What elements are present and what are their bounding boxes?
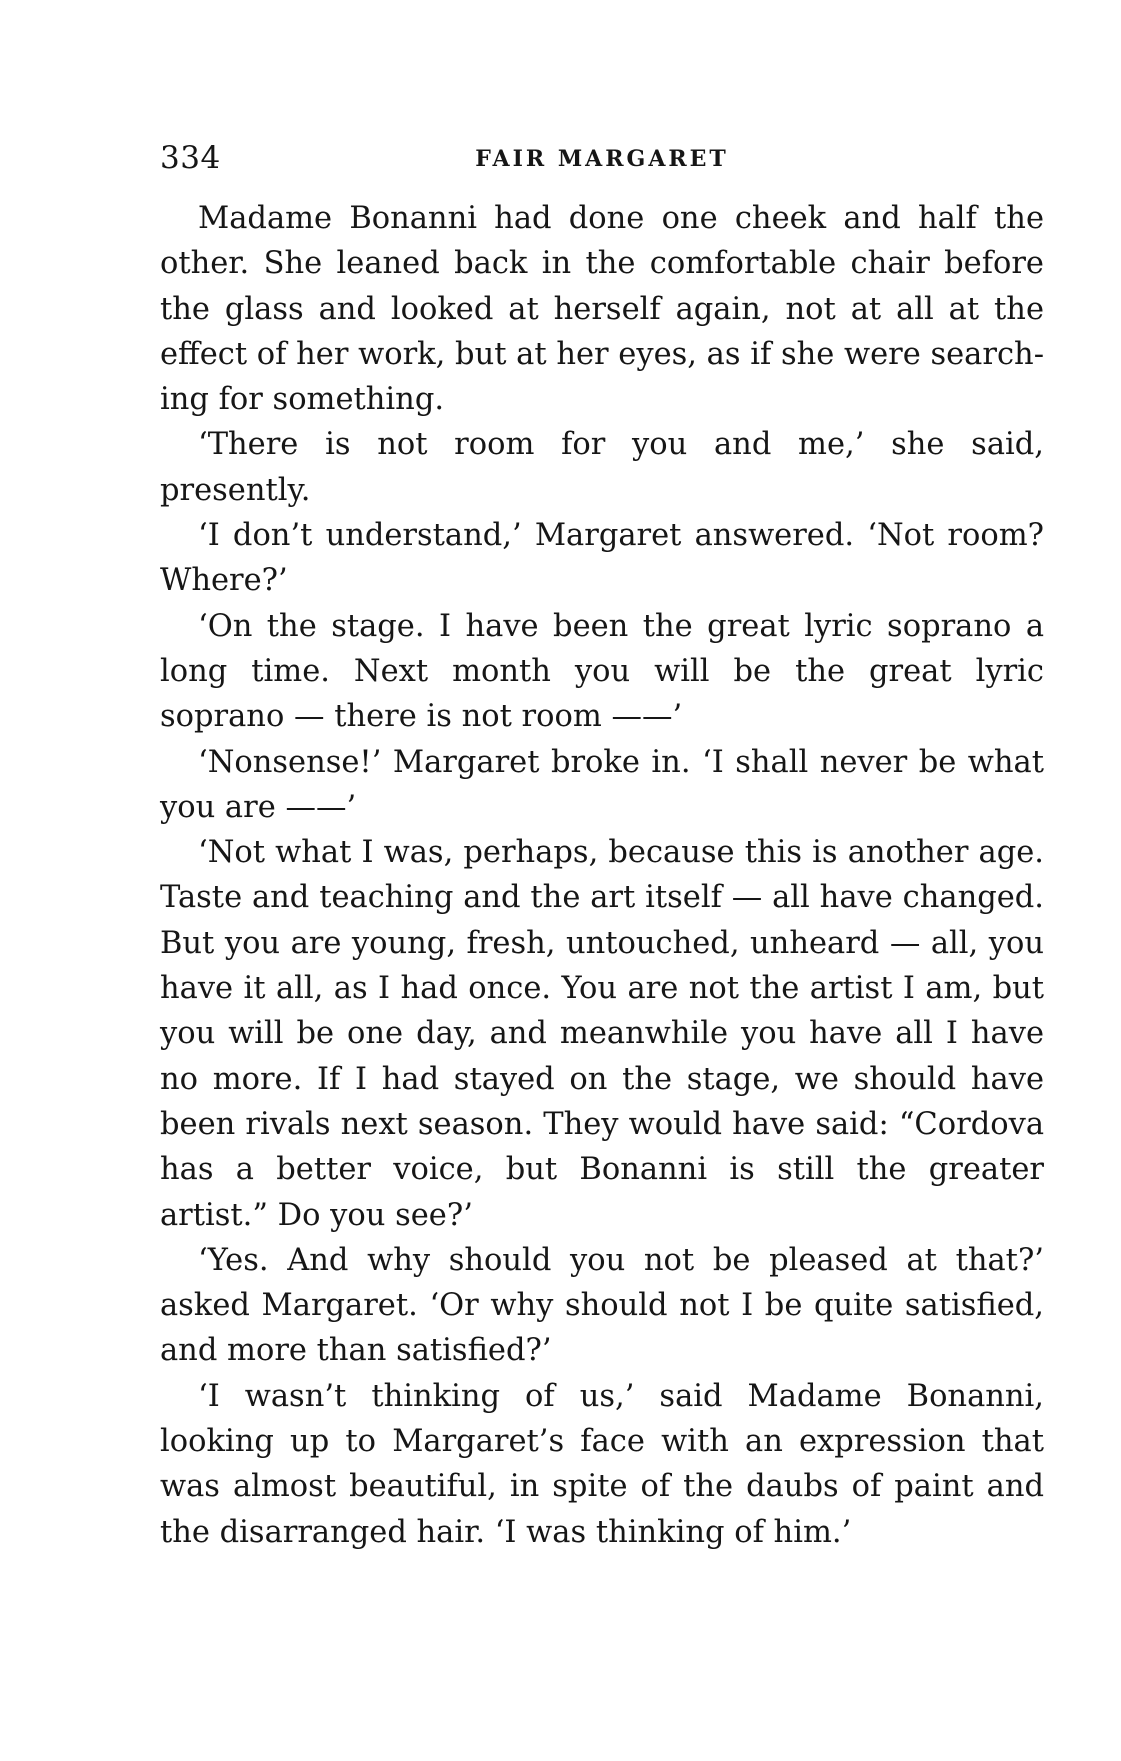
paragraph: Madame Bonanni had done one cheek and half the other. She leaned back in the comfortable chair before the glass and looked at herself again, not at all at the effect of her work, but at her eyes, as if she were searching for something. bbox=[160, 201, 1044, 418]
paragraph: ‘I don’t understand,’ Margaret answered. ‘Not room? Where?’ bbox=[160, 518, 1044, 599]
paragraph: ‘On the stage. I have been the great lyric soprano a long time. Next month you will be the great lyric soprano — there is not room ——’ bbox=[160, 608, 1044, 735]
paragraph: ‘Yes. And why should you not be pleased at that?’ asked Margaret. ‘Or why should not I be quite satisfied, and more than satisfied?’ bbox=[160, 1242, 1044, 1369]
running-head bbox=[160, 140, 1044, 180]
paragraph: ‘Not what I was, perhaps, because this is another age. Taste and teaching and the art itself — all have changed. But you are young, fresh, untouched, unheard — all, you have it all, as I had once. You are not the artist I am, but you will be one day, and meanwhile you have all I have no more. If I had stayed on the stage, we should have been rivals next season. They would have said: “Cordova has a better voice, but Bonanni is still the greater artist.” Do you see?’ bbox=[160, 835, 1044, 1233]
body-text bbox=[160, 196, 1044, 1555]
paragraph: ‘There is not room for you and me,’ she said, presently. bbox=[160, 427, 1044, 508]
running-title: FAIR MARGARET bbox=[475, 146, 729, 172]
paragraph: ‘Nonsense!’ Margaret broke in. ‘I shall never be what you are ——’ bbox=[160, 744, 1044, 825]
paragraph: ‘I wasn’t thinking of us,’ said Madame Bonanni, looking up to Margaret’s face with an expression that was almost beautiful, in spite of the daubs of paint and the disarranged hair. ‘I was thinking of him.’ bbox=[160, 1378, 1044, 1550]
page-number: 334 bbox=[160, 140, 221, 176]
book-page bbox=[160, 140, 1044, 1555]
